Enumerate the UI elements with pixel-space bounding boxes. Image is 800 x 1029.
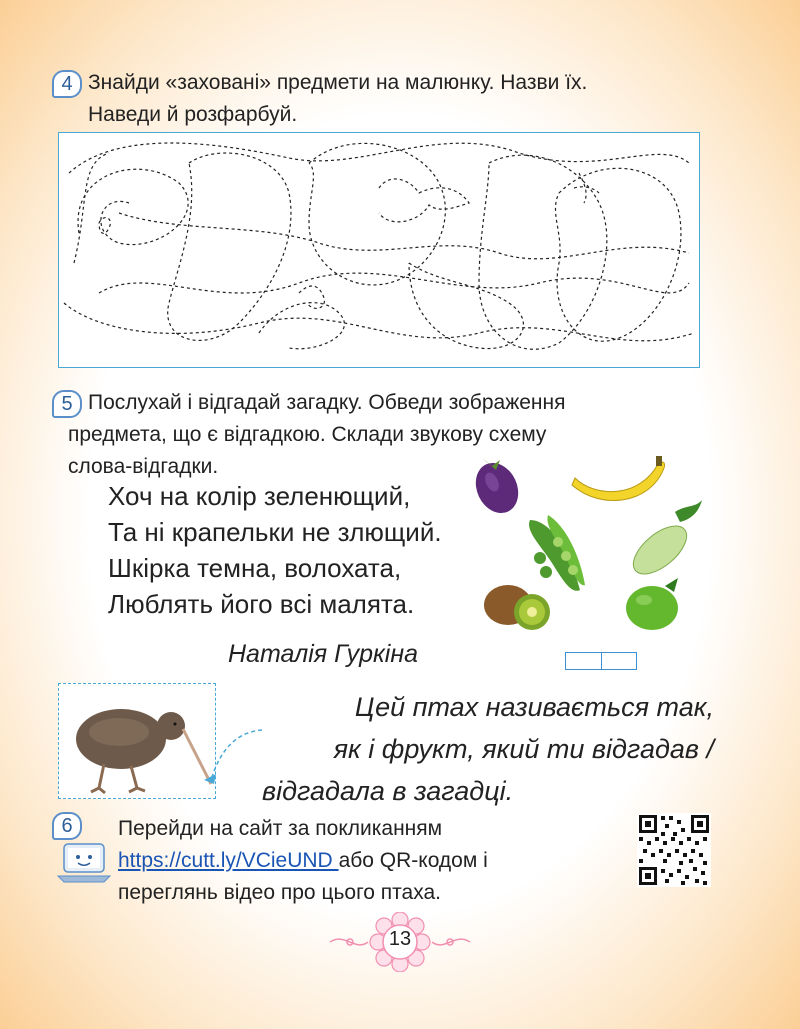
poem-line-2: Та ні крапельки не злющий.	[108, 517, 442, 547]
hidden-objects-maze[interactable]	[58, 132, 700, 368]
riddle-answer-pictures	[470, 450, 730, 650]
kiwi-bird-frame	[58, 683, 216, 799]
poem-line-4: Люблять його всі малята.	[108, 589, 415, 619]
fact-line-1: Цей птах називається так,	[354, 692, 714, 722]
task6-text-line2	[118, 846, 488, 876]
task5-text-line1: Послухай і відгадай загадку. Обведи зображення	[88, 391, 566, 414]
sound-scheme-cell-1[interactable]	[566, 653, 602, 669]
peas-picture[interactable]	[529, 515, 585, 591]
qr-code-image	[637, 813, 711, 887]
task-number-5: 5	[52, 390, 82, 418]
fact-line-3: відгадала в загадці.	[262, 776, 514, 806]
poem-line-3: Шкірка темна, волохата,	[108, 553, 402, 583]
page-number-ornament	[310, 912, 490, 972]
task4-text-line1: Знайди «заховані» предмети на малюнку. Назви їх.	[88, 71, 588, 94]
laptop-mascot-icon	[56, 840, 112, 886]
kiwi-bird-picture	[59, 684, 215, 798]
sound-scheme-cell-2[interactable]	[602, 653, 637, 669]
task6-text-line2-rest: або QR-кодом і	[338, 849, 488, 872]
eggplant-picture[interactable]	[470, 456, 526, 520]
task-number-4: 4	[52, 70, 82, 98]
poem-author: Наталія Гуркіна	[228, 640, 419, 668]
task6-text-line3: переглянь відео про цього птаха.	[118, 881, 442, 904]
zucchini-picture[interactable]	[625, 500, 702, 583]
poem-line-1: Хоч на колір зеленющий,	[108, 481, 411, 511]
video-link[interactable]: https://cutt.ly/VCieUND	[118, 849, 339, 872]
page-number: 13	[388, 928, 412, 950]
sound-scheme-boxes[interactable]	[565, 652, 637, 670]
riddle-poem	[108, 478, 442, 622]
lime-picture[interactable]	[626, 578, 678, 630]
qr-code[interactable]	[637, 813, 711, 887]
kiwi-fruit-picture[interactable]	[484, 585, 550, 630]
task-number-6: 6	[52, 812, 82, 840]
fact-line-2: як і фрукт, який ти відгадав /	[333, 734, 714, 764]
dashed-lines-drawing	[59, 133, 699, 367]
task4-text-line2: Наведи й розфарбуй.	[88, 103, 298, 126]
banana-picture[interactable]	[572, 456, 665, 500]
task5-text-line3: слова-відгадки.	[68, 455, 219, 478]
task5-text-line2: предмета, що є відгадкою. Склади звукову схему	[68, 423, 547, 446]
task6-text-line1: Перейди на сайт за покликанням	[118, 817, 443, 840]
kiwi-fact-text	[244, 686, 714, 812]
